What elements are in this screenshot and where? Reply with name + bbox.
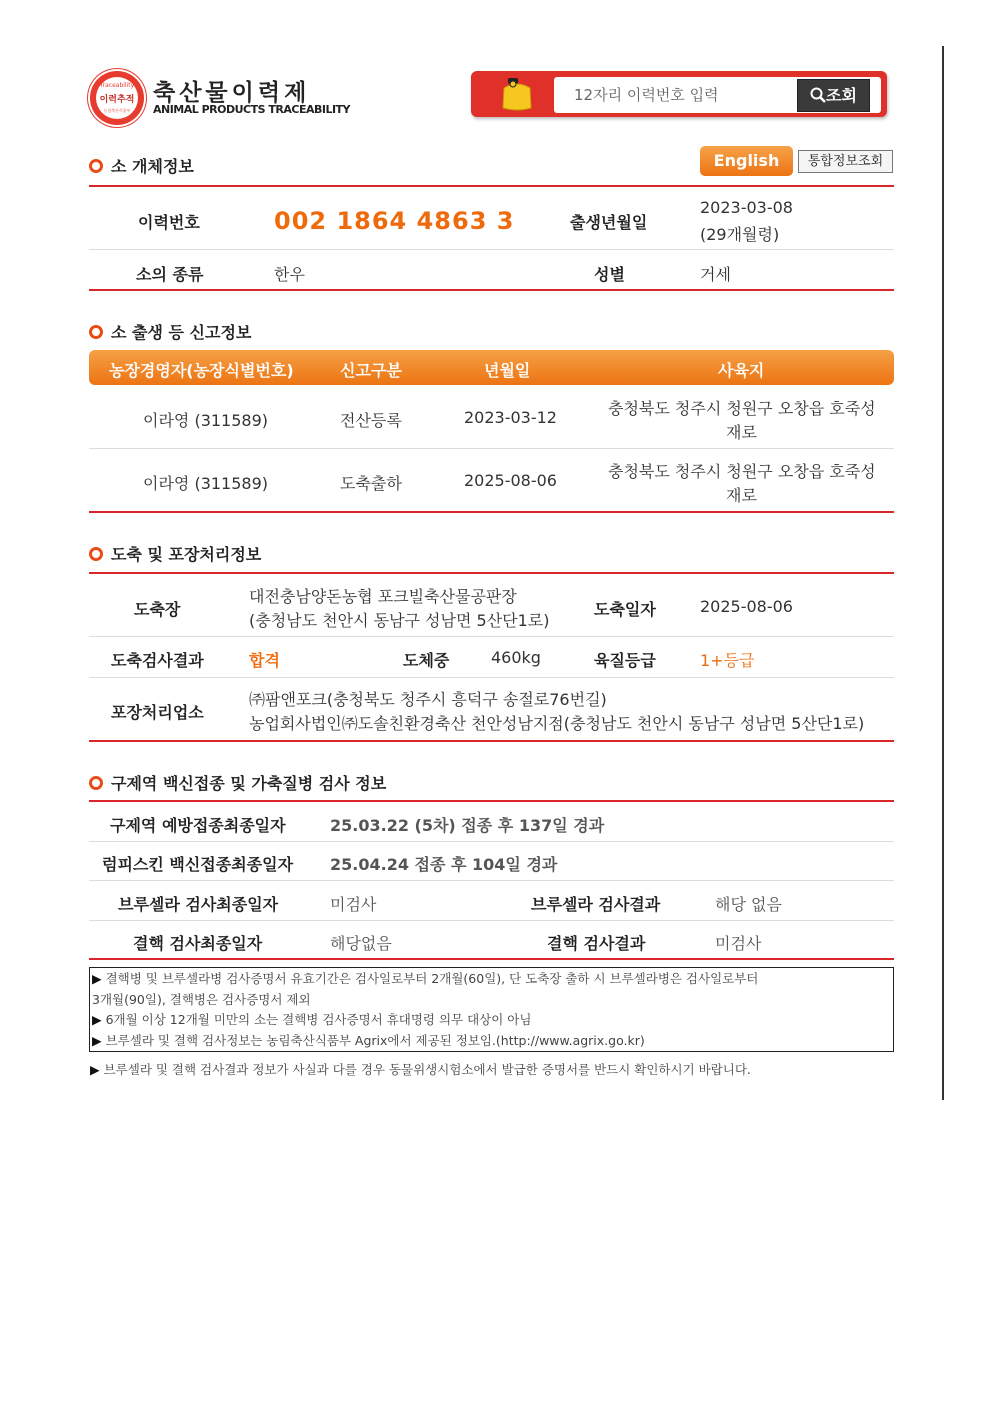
english-button[interactable]: English (700, 146, 793, 176)
tb-date-value: 해당없음 (330, 934, 392, 953)
column-header-location: 사육지 (718, 361, 765, 380)
section-title-slaughter: 도축 및 포장처리정보 (89, 542, 261, 565)
tb-date-label: 결핵 검사최종일자 (133, 934, 263, 953)
divider (89, 880, 894, 881)
divider (89, 636, 894, 637)
section-title-report: 소 출생 등 신고정보 (89, 320, 251, 343)
slaughterhouse-address: (충청남도 천안시 동남구 성남면 5산단1로) (249, 611, 550, 630)
birth-date-label: 출생년월일 (570, 213, 648, 232)
address-cell: 충청북도 청주시 청원구 오창읍 호죽성 (608, 462, 876, 481)
divider (89, 289, 894, 291)
logo-bottom-text: 농림축산식품부 (103, 108, 131, 113)
type-cell: 도축출하 (340, 474, 402, 493)
packer-label: 포장처리업소 (111, 703, 204, 722)
slaughterhouse-label: 도축장 (134, 600, 181, 619)
page-right-border (942, 46, 944, 1100)
sex-label: 성별 (594, 265, 625, 284)
sex-value: 거세 (700, 265, 731, 284)
divider (89, 958, 894, 960)
divider (89, 740, 894, 742)
packer-1: ㈜팜앤포크(충청북도 청주시 흥덕구 송절로76번길) (249, 690, 607, 709)
divider (89, 511, 894, 513)
traceability-logo (90, 71, 144, 125)
carcass-weight-value: 460kg (491, 648, 541, 667)
search-button-label: 조회 (826, 86, 857, 105)
divider (89, 185, 894, 187)
section-bullet-icon (89, 325, 103, 339)
tb-result-label: 결핵 검사결과 (547, 934, 646, 953)
fmd-vaccine-value: 25.03.22 (5차) 접종 후 137일 경과 (330, 816, 605, 835)
notice-item: ▶ 결핵병 및 브루셀라병 검사증명서 유효기간은 검사일로부터 2개월(60일), 단 도축장 출하 시 브루셀라병은 검사일로부터 (92, 971, 759, 986)
integrated-info-button[interactable]: 통합정보조회 (798, 150, 893, 173)
farmer-cell: 이라영 (311589) (143, 411, 269, 430)
logo-top-text: Traceability (99, 82, 135, 89)
triangle-icon: ▶ (92, 1012, 106, 1027)
brucella-date-label: 브루셀라 검사최종일자 (118, 895, 279, 914)
trace-number-input[interactable] (574, 83, 784, 107)
ear-tag-icon (500, 78, 534, 112)
trace-number-value: 002 1864 4863 3 (274, 207, 515, 235)
section-bullet-icon (89, 776, 103, 790)
section-title-cattle: 소 개체정보 (89, 154, 194, 177)
brucella-date-value: 미검사 (330, 895, 377, 914)
lumpy-vaccine-value: 25.04.24 접종 후 104일 경과 (330, 855, 558, 874)
type-cell: 전산등록 (340, 411, 402, 430)
search-button[interactable] (797, 79, 870, 112)
column-header-farmer: 농장경영자(농장식별번호) (109, 361, 294, 380)
date-cell: 2025-08-06 (464, 471, 557, 490)
farmer-cell: 이라영 (311589) (143, 474, 269, 493)
cattle-kind-label: 소의 종류 (136, 265, 204, 284)
brucella-result-label: 브루셀라 검사결과 (531, 895, 661, 914)
lumpy-vaccine-label: 럼피스킨 백신접종최종일자 (102, 855, 294, 874)
divider (89, 800, 894, 802)
address-cell: 충청북도 청주시 청원구 오창읍 호죽성 (608, 399, 876, 418)
section-bullet-icon (89, 159, 103, 173)
brucella-result-value: 해당 없음 (715, 895, 782, 914)
slaughter-date-value: 2025-08-06 (700, 597, 793, 616)
age-value: (29개월령) (700, 225, 780, 244)
triangle-icon: ▶ (92, 971, 106, 986)
search-icon (810, 87, 826, 103)
fmd-vaccine-label: 구제역 예방접종최종일자 (110, 816, 286, 835)
notice-box (89, 967, 894, 1052)
divider (89, 920, 894, 921)
divider (89, 841, 894, 842)
notice-footer: ▶ 브루셀라 및 결핵 검사결과 정보가 사실과 다를 경우 동물위생시험소에서 발급한 증명서를 반드시 확인하시기 바랍니다. (90, 1062, 751, 1077)
inspection-result: 합격 (249, 651, 280, 670)
site-title: 축산물이력제 (153, 80, 311, 106)
tb-result-value: 미검사 (715, 934, 762, 953)
divider (89, 677, 894, 678)
slaughter-date-label: 도축일자 (594, 600, 656, 619)
cattle-kind-value: 한우 (274, 265, 305, 284)
meat-grade-value: 1+등급 (700, 651, 755, 670)
birth-date-value: 2023-03-08 (700, 198, 793, 217)
notice-item: ▶ 6개월 이상 12개월 미만의 소는 결핵병 검사증명서 휴대명령 의무 대상이 아님 (92, 1012, 532, 1027)
divider (89, 249, 894, 250)
section-bullet-icon (89, 547, 103, 561)
site-subtitle: ANIMAL PRODUCTS TRACEABILITY (153, 103, 351, 116)
date-cell: 2023-03-12 (464, 408, 557, 427)
slaughterhouse-name: 대전충남양돈농협 포크빌축산물공판장 (249, 587, 517, 606)
divider (89, 448, 894, 449)
trace-number-label: 이력번호 (138, 213, 200, 232)
packer-2: 농업회사법인㈜도솔친환경축산 천안성남지점(충청남도 천안시 동남구 성남면 5산단1로) (249, 714, 865, 733)
triangle-icon: ▶ (92, 1032, 106, 1048)
divider (89, 572, 894, 574)
column-header-type: 신고구분 (340, 361, 402, 380)
meat-grade-label: 육질등급 (594, 651, 656, 670)
inspection-label: 도축검사결과 (111, 651, 204, 670)
triangle-icon: ▶ (90, 1062, 104, 1077)
logo-main-text: 이력추적 (99, 95, 135, 105)
address-cell-line2: 재로 (726, 423, 757, 442)
column-header-date: 년월일 (484, 361, 531, 380)
notice-item-continued: 3개월(90일), 결핵병은 검사증명서 제외 (92, 991, 311, 1007)
carcass-weight-label: 도체중 (403, 651, 450, 670)
address-cell-line2: 재로 (726, 486, 757, 505)
notice-item: ▶ 브루셀라 및 결핵 검사정보는 농림축산식품부 Agrix에서 제공된 정보임.(http://www.agrix.go.kr) (92, 1032, 645, 1048)
section-title-vaccine: 구제역 백신접종 및 가축질병 검사 정보 (89, 771, 386, 794)
